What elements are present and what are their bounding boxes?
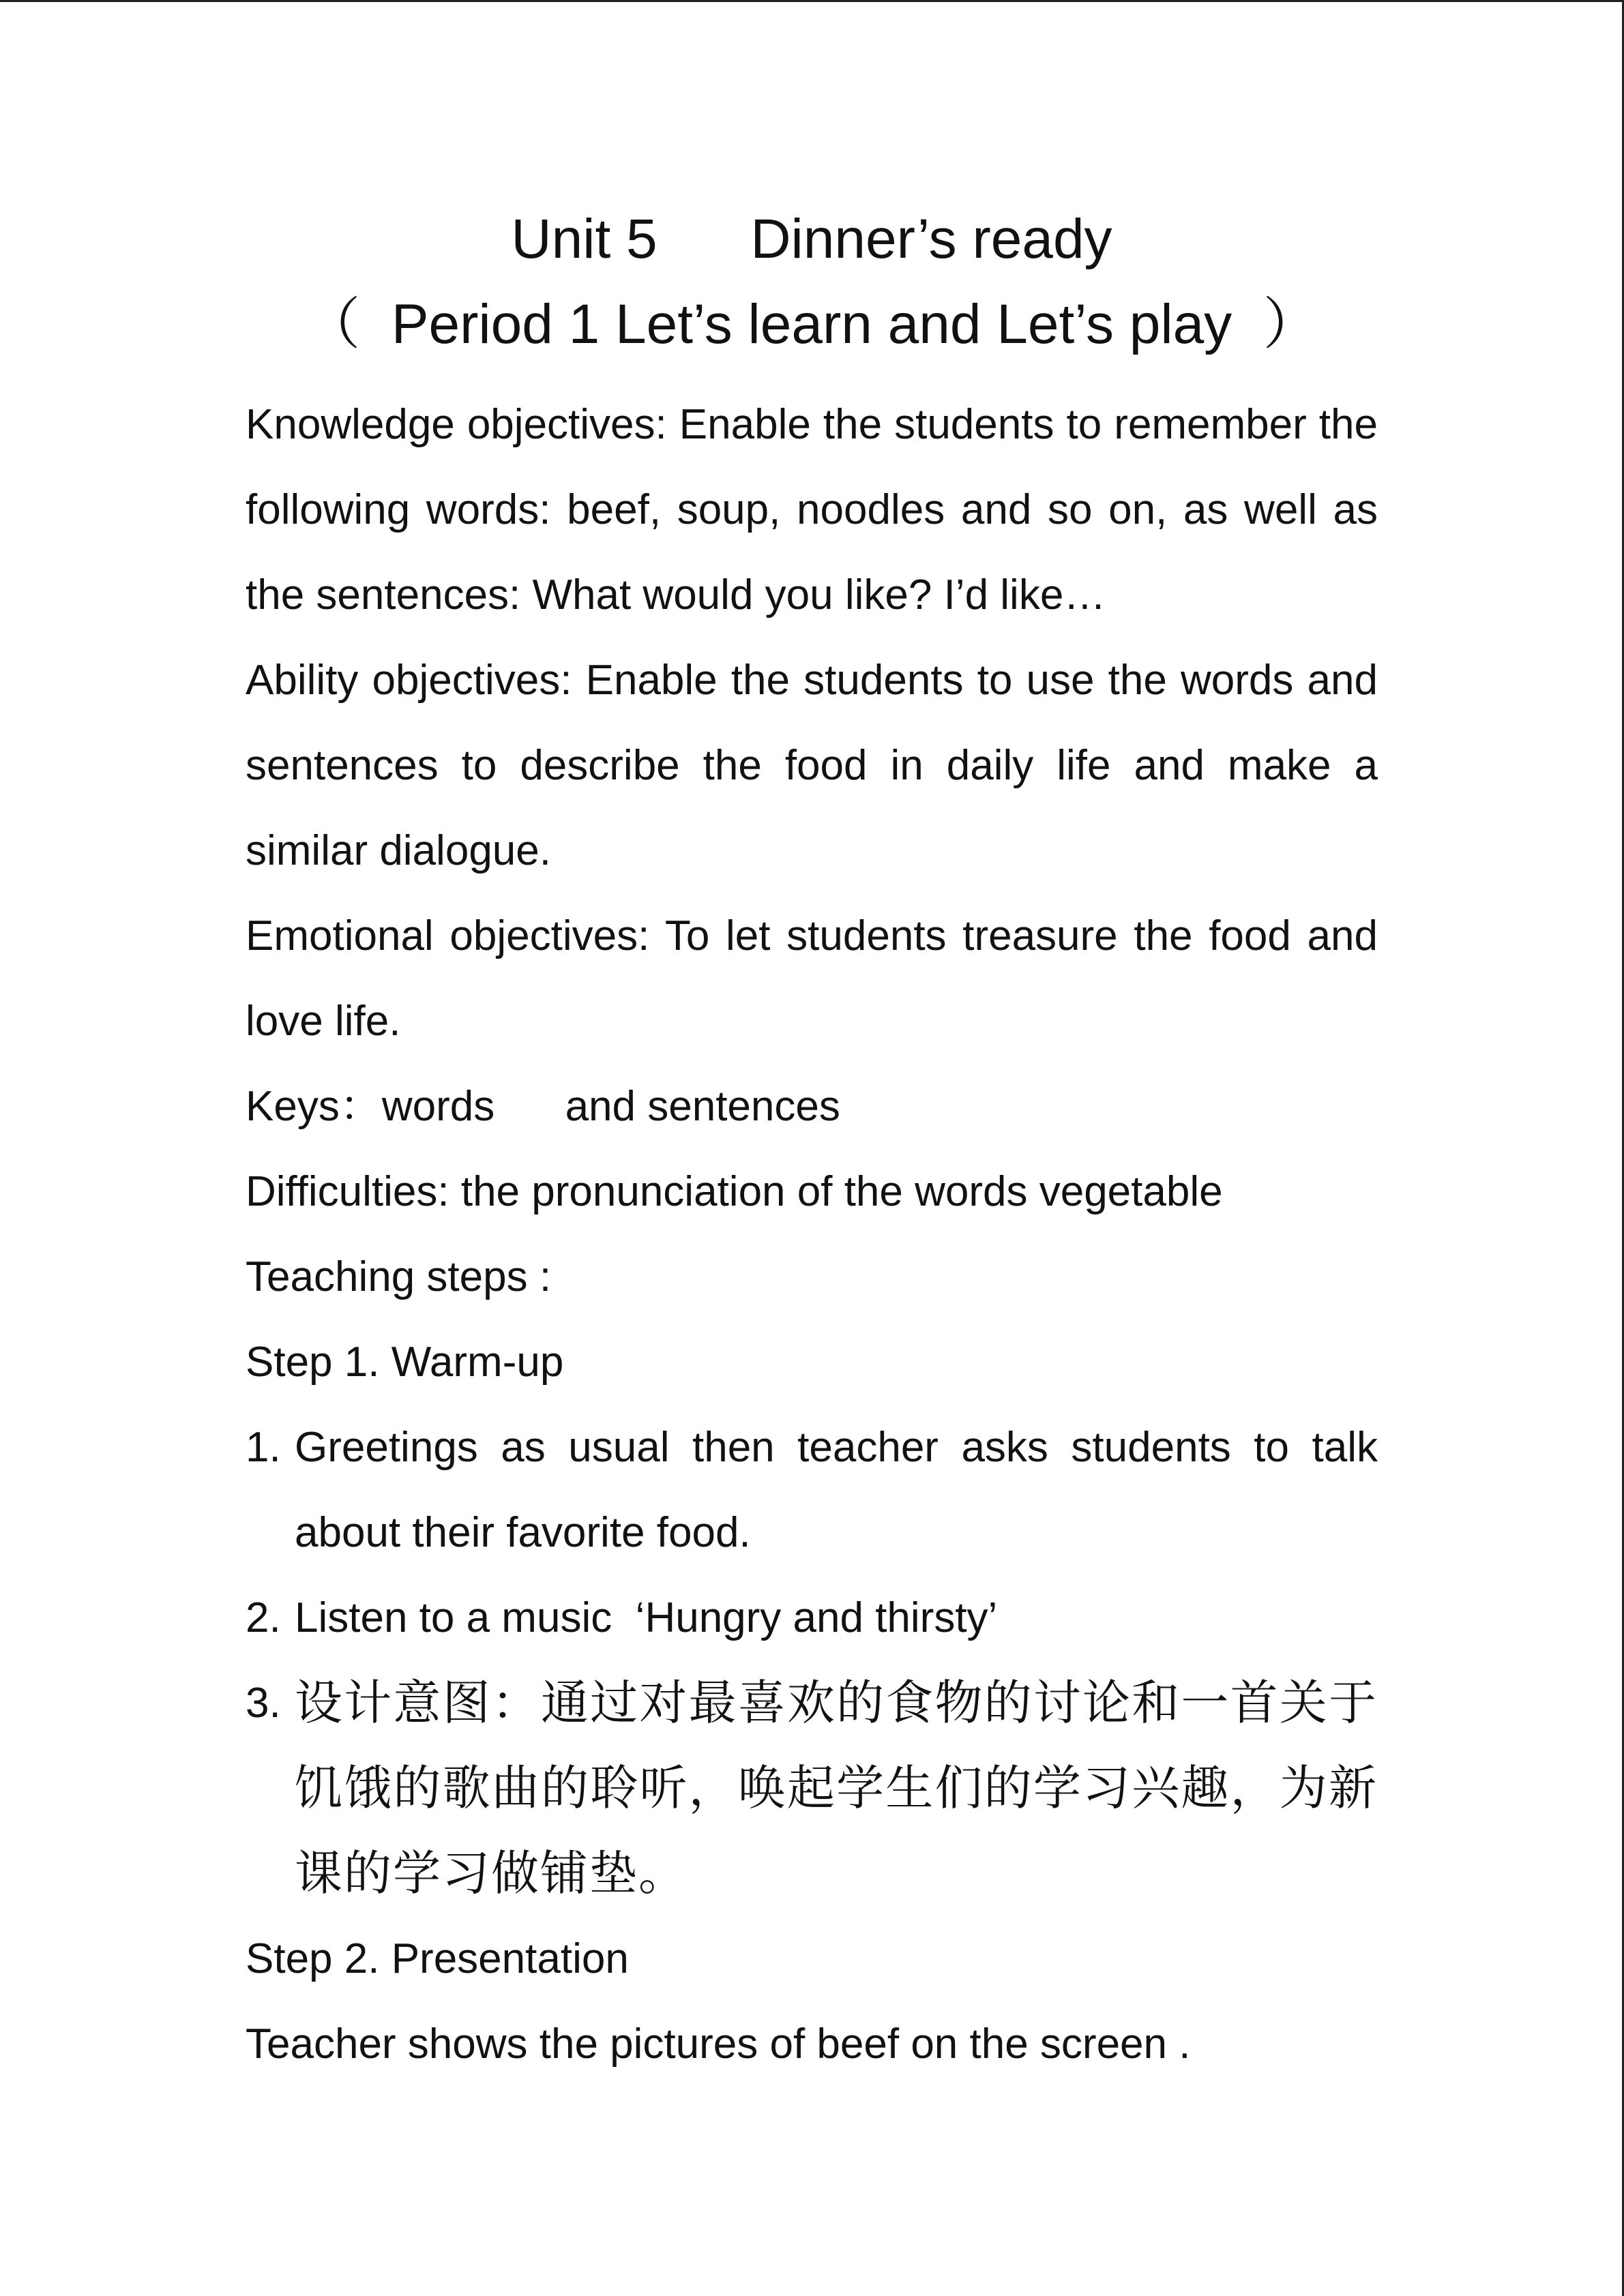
document-title: Unit 5 Dinner’s ready (511, 208, 1112, 270)
list-item-text: Listen to a music ‘Hungry and thirsty’ (295, 1594, 998, 1641)
document-body (246, 382, 1390, 2087)
list-item (246, 1575, 1378, 1660)
ability-objectives: Ability objectives: Enable the students to use the words and sentences to describe the food in daily life and make a similar dialogue. (246, 657, 1390, 874)
list-item (246, 1405, 1390, 1575)
difficulties: Difficulties: the pronunciation of the words vegetable (246, 1168, 1223, 1215)
page-border-top (0, 0, 1624, 2)
emotional-objectives: Emotional objectives: To let students treasure the food and love life. (246, 912, 1390, 1045)
list-item-text: Greetings as usual then teacher asks students to talk about their favorite food. (295, 1424, 1390, 1556)
keys: Keys：words and sentences (246, 1083, 840, 1130)
document-subtitle: （ Period 1 Let’s learn and Let’s play ） (304, 293, 1319, 355)
list-item (246, 1660, 1378, 1916)
step2-text: Teacher shows the pictures of beef on the screen . (246, 2021, 1191, 2068)
list-item-number: 3. (246, 1680, 281, 1727)
list-item-number: 1. (246, 1424, 281, 1471)
teaching-steps-heading: Teaching steps : (246, 1253, 552, 1300)
list-item-number: 2. (246, 1594, 281, 1641)
step1-heading: Step 1. Warm-up (246, 1339, 564, 1386)
step2-heading: Step 2. Presentation (246, 1935, 629, 1982)
design-intent-text: 设计意图：通过对最喜欢的食物的讨论和一首关于饥饿的歌曲的聆听，唤起学生们的学习兴趣，为新课的学习做铺垫。 (295, 1675, 1378, 1901)
knowledge-objectives: Knowledge objectives: Enable the students to remember the following words: beef, soup, noodles and so on, as well as the sentences: What would you like? I’d like… (246, 401, 1390, 618)
